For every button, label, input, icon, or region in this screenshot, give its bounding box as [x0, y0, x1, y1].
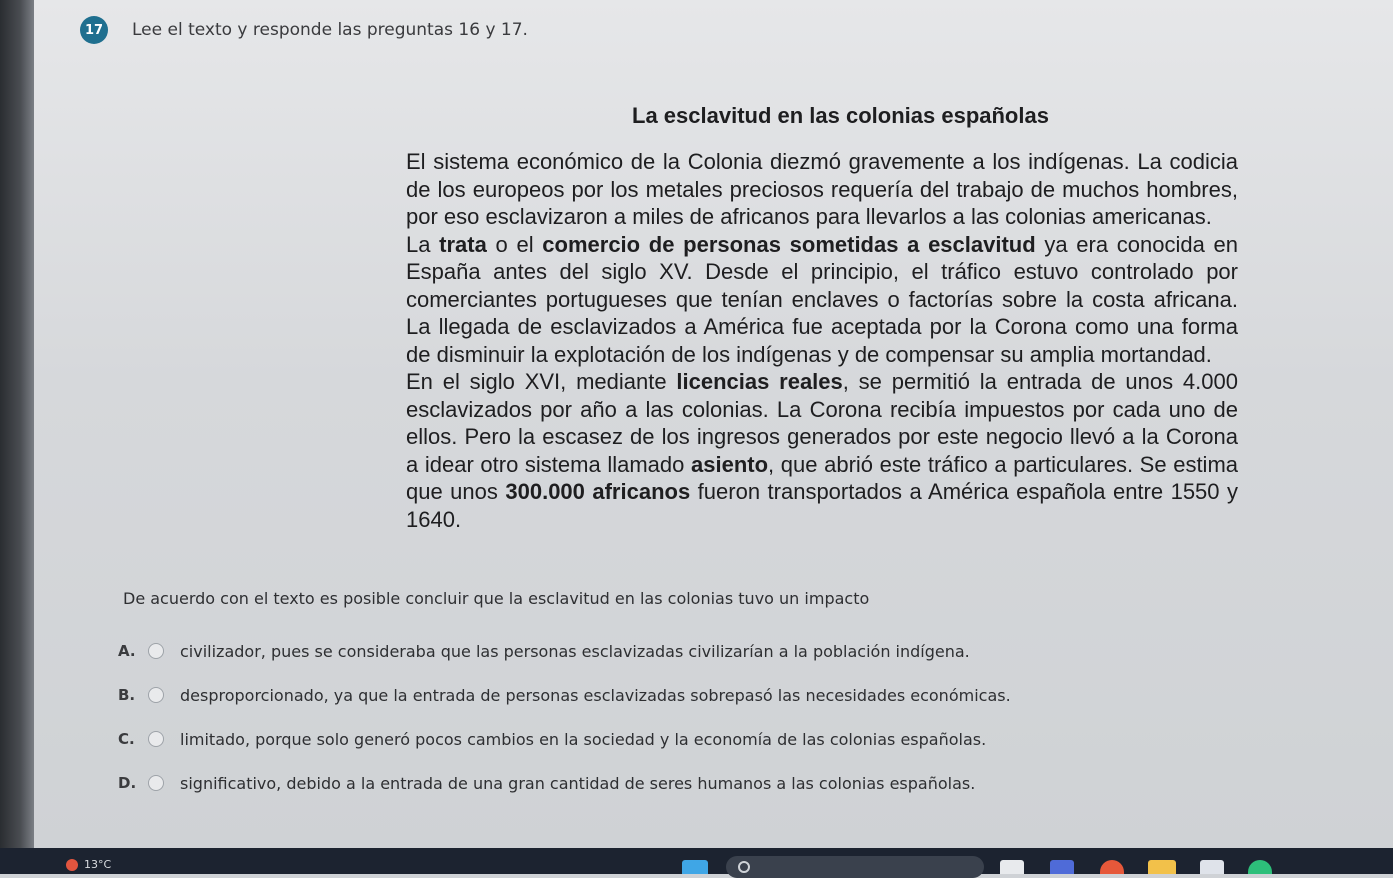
option-letter: D. — [118, 774, 137, 792]
start-icon[interactable] — [682, 860, 708, 874]
question-header — [80, 16, 528, 44]
radio-button-a[interactable] — [148, 643, 164, 659]
reading-bold-term: trata — [439, 231, 487, 257]
reading-paragraph-1: El sistema económico de la Colonia diezmó gravemente a los indígenas. La codicia de los europeos por los metales preciosos requería del trabajo de muchos hombres, por eso esclavizaron a miles de africanos para llevarlos a las colonias americanas. — [406, 149, 1238, 229]
option-text: civilizador, pues se consideraba que las personas esclavizadas civilizarían a la población indígena. — [180, 641, 970, 661]
option-d[interactable] — [118, 772, 1011, 794]
option-letter: B. — [118, 686, 136, 704]
reading-title: La esclavitud en las colonias españolas — [632, 103, 1049, 128]
screen-bezel — [0, 0, 34, 874]
task-view-icon[interactable] — [1000, 860, 1024, 874]
search-icon — [738, 861, 750, 873]
chrome-icon[interactable] — [1100, 860, 1124, 874]
reading-passage — [406, 148, 1238, 533]
reading-text: , que abrió este tráfico a particulares. Se estima que unos — [406, 451, 1239, 504]
quiz-page — [34, 0, 1393, 848]
file-explorer-icon[interactable] — [1148, 860, 1176, 874]
weather-icon — [66, 859, 78, 871]
reading-text: , se permitió la entrada de unos 4.000 esclavizados por año a las colonias. La Corona recibía impuestos por cada uno de ellos. Pero la escasez de los ingresos generados por este negocio llevó a la Corona a idear otro sistema llamado — [406, 369, 1238, 477]
reading-text: fueron transportados a América española entre 1550 y 1640. — [406, 479, 1238, 532]
option-letter: A. — [118, 642, 136, 660]
question-prompt: De acuerdo con el texto es posible concluir que la esclavitud en las colonias tuvo un impacto — [123, 589, 870, 608]
reading-bold-term: 300.000 africanos — [505, 479, 691, 504]
reading-bold-term: comercio de personas sometidas a esclavitud — [542, 231, 1036, 257]
answer-options — [118, 640, 1011, 816]
store-icon[interactable] — [1200, 860, 1224, 874]
option-text: desproporcionado, ya que la entrada de personas esclavizadas sobrepasó las necesidades económicas. — [180, 685, 1011, 705]
weather-widget[interactable] — [66, 858, 111, 871]
radio-button-c[interactable] — [148, 731, 164, 747]
option-c[interactable] — [118, 728, 1011, 750]
weather-temperature: 13°C — [84, 858, 112, 871]
option-text: significativo, debido a la entrada de una gran cantidad de seres humanos a las colonias españolas. — [180, 773, 976, 793]
reading-paragraph-2 — [406, 231, 1238, 369]
option-text: limitado, porque solo generó pocos cambios en la sociedad y la economía de las colonias españolas. — [180, 729, 987, 749]
radio-button-d[interactable] — [148, 775, 164, 791]
option-letter: C. — [118, 730, 135, 748]
taskbar — [0, 848, 1393, 874]
reading-bold-term: asiento — [691, 451, 769, 477]
option-a[interactable] — [118, 640, 1011, 662]
reading-text: ya era conocida en España antes del siglo XV. Desde el principio, el tráfico estuvo controlado por comerciantes portugueses que tenían enclaves o factorías sobre la costa africana. La llegada de esclavizados a América fue aceptada por la Corona como una forma de disminuir la explotación de los indígenas y de compensar su amplia mortandad. — [406, 231, 1238, 367]
reading-bold-term: licencias reales — [676, 369, 843, 394]
reading-paragraph-3 — [406, 368, 1238, 533]
question-instruction: Lee el texto y responde las preguntas 16 y 17. — [132, 20, 528, 40]
edge-icon[interactable] — [1248, 860, 1272, 874]
option-b[interactable] — [118, 684, 1011, 706]
reading-text: En el siglo XVI, mediante — [406, 369, 677, 394]
radio-button-b[interactable] — [148, 687, 164, 703]
question-number-badge: 17 — [80, 16, 108, 44]
widgets-icon[interactable] — [1050, 860, 1074, 874]
reading-text: La — [406, 231, 440, 257]
taskbar-search[interactable] — [726, 856, 984, 878]
reading-text: o el — [486, 231, 543, 257]
